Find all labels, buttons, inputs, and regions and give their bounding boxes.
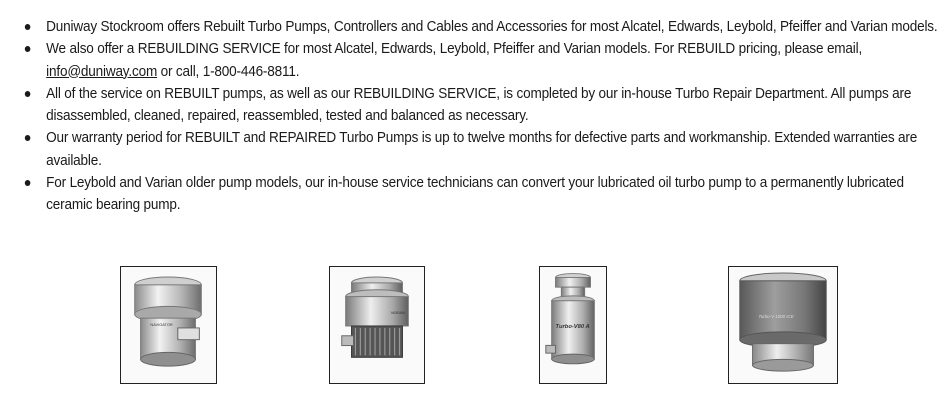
- bullet-text: Duniway Stockroom offers Rebuilt Turbo Pumps, Controllers and Cables and Accessories for most Alcatel, Edwards, Leybold, Pfeiffer and Varian models.: [46, 19, 938, 35]
- turbo-pump-photo-1: [120, 266, 217, 384]
- turbo-pump-icon: [330, 267, 424, 383]
- turbo-pump-icon: [540, 267, 606, 383]
- turbo-pump-photo-4: [728, 266, 838, 384]
- bullet-text: or call, 1-800-446-8811.: [157, 63, 300, 80]
- pump-label: VARIAN: [390, 310, 405, 316]
- pump-label: Turbo-V 1000 ICE: [758, 314, 794, 320]
- turbo-pump-icon: [121, 267, 216, 383]
- turbo-pump-photo-2: [329, 266, 425, 384]
- bullet-item: [22, 127, 948, 172]
- bullet-item: [22, 172, 948, 217]
- bullet-text: All of the service on REBUILT pumps, as well as our REBUILDING SERVICE, is completed by our in-house Turbo Repair Department. All pumps are disassembled, cleaned, repaired, reassembled, tested and balanced as necessary.: [46, 85, 912, 125]
- pump-label: Turbo-V80 A: [555, 323, 590, 330]
- bullet-list: [22, 16, 938, 217]
- pump-label: NAVIGATOR: [150, 321, 173, 327]
- bullet-text: We also offer a REBUILDING SERVICE for most Alcatel, Edwards, Leybold, Pfeiffer and Varian models. For REBUILD pricing, please email,: [46, 41, 863, 58]
- turbo-pump-photo-3: [539, 266, 607, 384]
- bullet-item: [22, 16, 948, 38]
- bullet-text: Our warranty period for REBUILT and REPAIRED Turbo Pumps is up to twelve months for defective parts and workmanship. Extended warranties are available.: [46, 130, 918, 169]
- bullet-item: [22, 83, 948, 128]
- bullet-item: [22, 38, 948, 83]
- bullet-text: For Leybold and Varian older pump models, our in-house service technicians can convert your lubricated oil turbo pump to a permanently lubricated ceramic bearing pump.: [46, 175, 904, 214]
- turbo-pump-icon: [729, 267, 837, 383]
- email-link[interactable]: info@duniway.com: [46, 63, 158, 80]
